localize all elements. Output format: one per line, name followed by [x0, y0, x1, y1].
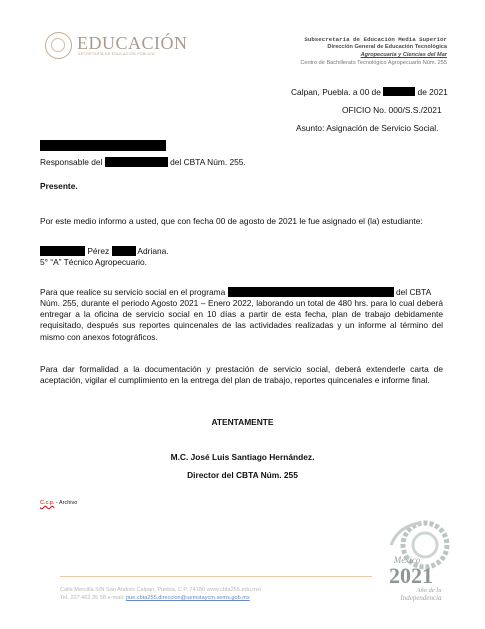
program-cbta: del CBTA [395, 287, 432, 297]
student-group: 5° “A” Técnico Agropecuario. [40, 257, 148, 267]
paragraph-1-body: Núm. 255, durante el periodo Agosto 2021 – Enero 2022, laborando un total de 480 hrs. para lo cual deberá entregar a la oficina de servicio social en 10 días a partir de esta fecha, plan de trabajo debidamente requisitado, después sus reportes quincenales de las actividades realizadas y un informe al término del mismo con anexos fotográficos. [40, 298, 443, 342]
emblem-ano-de-la: Año de la [416, 587, 442, 594]
redacted-recipient-name [40, 140, 166, 151]
ccp-line [40, 500, 77, 507]
student-first-name: Adriana. [137, 246, 169, 256]
sep-seal-icon [45, 32, 72, 59]
paragraph-2: Para dar formalidad a la documentación y prestación de servicio social, deberá extenderle carta de aceptación, vigilar el cumplimiento en la entrega del plan de trabajo, reportes quincenales e informe final. [40, 364, 443, 386]
responsable-line [40, 157, 246, 168]
header-line-1: Subsecretaría de Educación Media Superior [304, 36, 447, 43]
place-date [291, 87, 448, 98]
closing-atentamente: ATENTAMENTE [211, 417, 274, 427]
asunto: Asunto: Asignación de Servicio Social. [296, 123, 439, 133]
header-line-3: Agropecuaria y Ciencias del Mar [360, 52, 447, 58]
ccp-label: C.c.p. [40, 500, 55, 506]
oficio-number: OFICIO No. 000/S.S./2021 [342, 105, 442, 115]
footer-address: Calle Mercilla S/N San Andrés Calpan, Puebla, C.P. 74180 www.cbta255.edu.mx/ [60, 587, 262, 593]
responsable-start: Responsable del [40, 157, 103, 167]
responsable-end: del CBTA Núm. 255. [170, 157, 246, 167]
footer-email-link[interactable]: pue.cbta255.direccion@uemstaycm.sems.gob.mx [125, 595, 250, 601]
header-line-2: Dirección General de Educación Tecnológica [327, 44, 447, 50]
student-surname: Pérez [87, 246, 110, 256]
student-name-line [40, 246, 169, 257]
place-date-start: Calpan, Puebla. a 00 de [291, 87, 381, 97]
place-date-end: de 2021 [417, 87, 448, 97]
redacted-program [228, 287, 394, 297]
emblem-mexico: México [393, 555, 421, 565]
signer-title: Director del CBTA Núm. 255 [187, 470, 298, 480]
signer-name: M.C. José Luis Santiago Hernández. [170, 452, 315, 462]
presente: Presente. [40, 181, 78, 191]
footer-contact [60, 595, 250, 602]
redacted-department [105, 157, 168, 167]
logo-subtext: SECRETARÍA DE EDUCACIÓN PÚBLICA [78, 52, 155, 56]
emblem-year: 2021 [389, 563, 433, 588]
redacted-surname-2 [112, 246, 136, 256]
redacted-month [383, 87, 415, 96]
logo-wordmark: EDUCACIÓN [77, 33, 188, 53]
ccp-archivo: - Archivo [55, 500, 78, 506]
emblem-independencia: Independencia [400, 594, 442, 602]
header-line-4: Centro de Bachillerato Tecnológico Agropecuario Núm. 255 [300, 60, 447, 66]
footer-tel: Tel. 227 462 35 58 e-mail: [60, 595, 126, 601]
intro-paragraph: Por este medio informo a usted, que con fecha 00 de agosto de 2021 le fue asignado el (la) estudiante: [40, 216, 423, 226]
program-intro: Para que realice su servicio social en el programa [40, 287, 226, 297]
footer-divider [60, 576, 372, 577]
paragraph-1-first-line [40, 287, 431, 298]
redacted-surname-1 [40, 246, 85, 256]
mexico-2021-emblem [377, 515, 452, 603]
